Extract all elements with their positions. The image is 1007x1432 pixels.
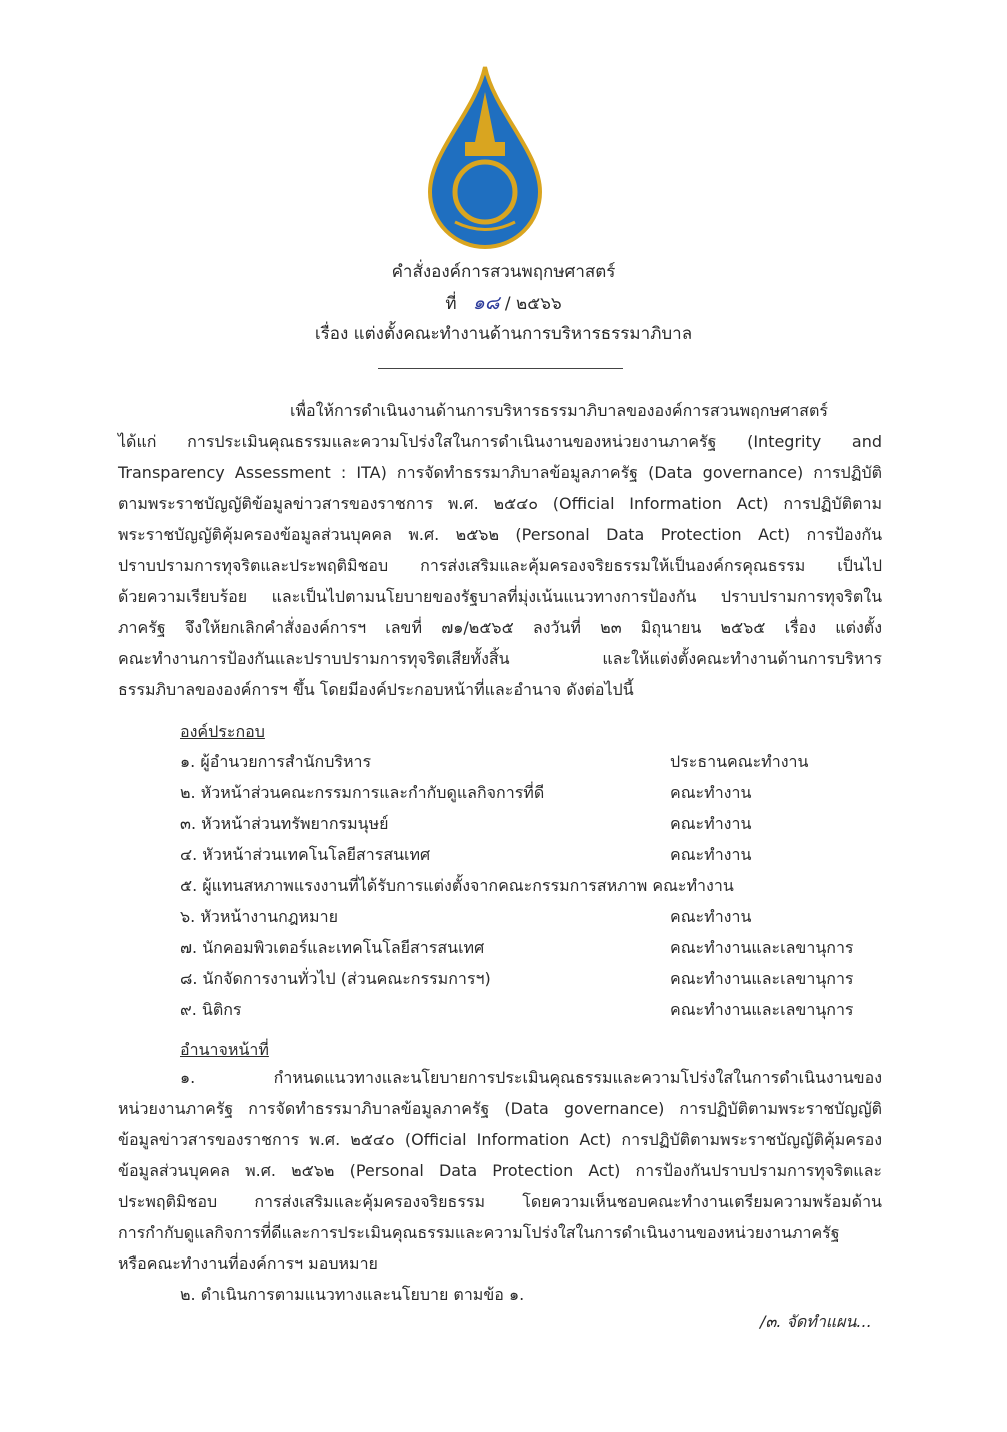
intro-line: ปราบปรามการทุจริตและประพฤติมิชอบ การส่งเสริมและคุ้มครองจริยธรรมให้เป็นองค์กรคุณธรรม เป็นไป — [118, 556, 882, 575]
member-role: คณะทำงาน — [670, 845, 752, 864]
intro-line: ด้วยความเรียบร้อย และเป็นไปตามนโยบายของรัฐบาลที่มุ่งเน้นแนวทางการป้องกัน ปราบปรามการทุจริตใน — [118, 587, 882, 606]
duty-line: ข้อมูลข่าวสารของราชการ พ.ศ. ๒๕๔๐ (Official Information Act) การปฏิบัติตามพระราชบัญญัติคุ้มครอง — [118, 1130, 882, 1149]
member-role: คณะทำงานและเลขานุการ — [670, 969, 854, 988]
member-role: คณะทำงาน — [670, 814, 752, 833]
member-name: ๕. ผู้แทนสหภาพแรงงานที่ได้รับการแต่งตั้งจากคณะกรรมการสหภาพ คณะทำงาน — [180, 876, 734, 895]
member-name: ๗. นักคอมพิวเตอร์และเทคโนโลยีสารสนเทศ — [180, 938, 485, 957]
member-role: คณะทำงาน — [670, 907, 752, 926]
intro-line: เพื่อให้การดำเนินงานด้านการบริหารธรรมาภิบาลขององค์การสวนพฤกษศาสตร์ — [290, 401, 828, 420]
member-name: ๔. หัวหน้าส่วนเทคโนโลยีสารสนเทศ — [180, 845, 431, 864]
member-name: ๑. ผู้อำนวยการสำนักบริหาร — [180, 752, 372, 771]
member-name: ๙. นิติกร — [180, 1000, 242, 1019]
member-name: ๒. หัวหน้าส่วนคณะกรรมการและกำกับดูแลกิจการที่ดี — [180, 783, 545, 802]
member-name: ๖. หัวหน้างานกฎหมาย — [180, 907, 338, 926]
number-year: / ๒๕๖๖ — [504, 294, 562, 314]
duty-line: หรือคณะทำงานที่องค์การฯ มอบหมาย — [118, 1254, 378, 1273]
member-role: คณะทำงานและเลขานุการ — [670, 1000, 854, 1019]
duty-line: ๑. กำหนดแนวทางและนโยบายการประเมินคุณธรรมและความโปร่งใสในการดำเนินงานของ — [180, 1068, 882, 1087]
divider — [378, 368, 623, 369]
intro-line: ธรรมภิบาลขององค์การฯ ขึ้น โดยมีองค์ประกอบหน้าที่และอำนาจ ดังต่อไปนี้ — [118, 680, 634, 699]
intro-line: ภาครัฐ จึงให้ยกเลิกคำสั่งองค์การฯ เลขที่ ๗๑/๒๕๖๕ ลงวันที่ ๒๓ มิถุนายน ๒๕๖๕ เรื่อง แต่งตั้ง — [118, 618, 882, 637]
duty-line: ข้อมูลส่วนบุคคล พ.ศ. ๒๕๖๒ (Personal Data Protection Act) การป้องกันปราบปรามการทุจริตและ — [118, 1161, 882, 1180]
duty-line: หน่วยงานภาครัฐ การจัดทำธรรมาภิบาลข้อมูลภาครัฐ (Data governance) การปฏิบัติตามพระราชบัญญัติ — [118, 1099, 882, 1118]
order-number — [0, 288, 1007, 318]
member-role: คณะทำงาน — [670, 783, 752, 802]
order-subject: เรื่อง แต่งตั้งคณะทำงานด้านการบริหารธรรมาภิบาล — [314, 324, 693, 344]
member-role: คณะทำงานและเลขานุการ — [670, 938, 854, 957]
member-name: ๘. นักจัดการงานทั่วไป (ส่วนคณะกรรมการฯ) — [180, 969, 491, 988]
intro-line: พระราชบัญญัติคุ้มครองข้อมูลส่วนบุคคล พ.ศ. ๒๕๖๒ (Personal Data Protection Act) การป้องกัน — [118, 525, 882, 544]
duty-line: ประพฤติมิชอบ การส่งเสริมและคุ้มครองจริยธรรม โดยความเห็นชอบคณะทำงานเตรียมความพร้อมด้าน — [118, 1192, 882, 1211]
composition-heading: องค์ประกอบ — [180, 722, 265, 741]
number-label: ที่ — [445, 294, 457, 314]
intro-line: ได้แก่ การประเมินคุณธรรมและความโปร่งใสในการดำเนินงานของหน่วยงานภาครัฐ (Integrity and — [118, 432, 882, 451]
duty-line: ๒. ดำเนินการตามแนวทางและนโยบาย ตามข้อ ๑. — [180, 1285, 525, 1304]
member-role: ประธานคณะทำงาน — [670, 752, 809, 771]
duty-line: การกำกับดูแลกิจการที่ดีและการประเมินคุณธรรมและความโปร่งใสในการดำเนินงานของหน่วยงานภาครัฐ — [118, 1223, 840, 1242]
intro-line: Transparency Assessment : ITA) การจัดทำธรรมาภิบาลข้อมูลภาครัฐ (Data governance) การปฏิบัติ — [118, 463, 882, 482]
handwritten-number: ๑๘ — [472, 292, 500, 314]
intro-line: คณะทำงานการป้องกันและปราบปรามการทุจริตเสียทั้งสิ้น และให้แต่งตั้งคณะทำงานด้านการบริหาร — [118, 649, 882, 668]
intro-line: ตามพระราชบัญญัติข้อมูลข่าวสารของราชการ พ.ศ. ๒๕๔๐ (Official Information Act) การปฏิบัติตาม — [118, 494, 882, 513]
duties-heading: อำนาจหน้าที่ — [180, 1040, 269, 1059]
continuation-note: /๓. จัดทำแผน... — [760, 1312, 872, 1331]
member-name: ๓. หัวหน้าส่วนทรัพยากรมนุษย์ — [180, 814, 389, 833]
order-title: คำสั่งองค์การสวนพฤกษศาสตร์ — [391, 262, 616, 282]
organization-logo — [425, 62, 545, 252]
